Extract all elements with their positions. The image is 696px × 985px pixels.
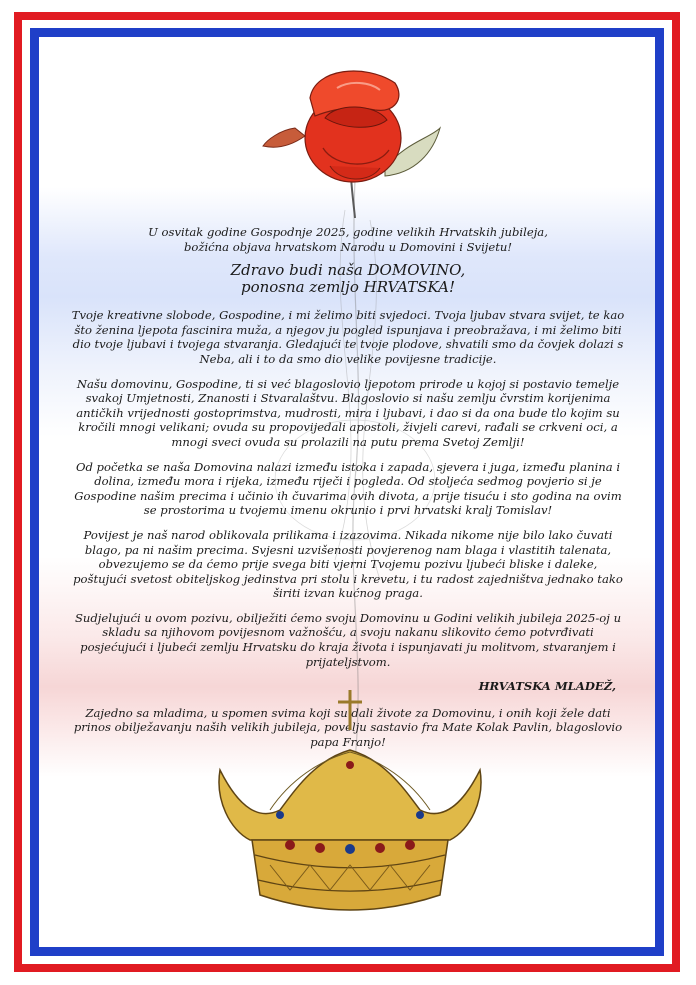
greeting-line-2: ponosna zemljo HRVATSKA!	[240, 278, 456, 297]
paragraph-5: Sudjelujući u ovom pozivu, obilježiti ćemo svoju Domovinu u Godini velikih jubileja 2025-oj u skladu sa njihovom povijesnom važnošću, a svoju nakanu slikovito ćemo potvrđivati posjećujući i ljubeći zemlju Hrvatsku do kraja života i ispunjavati ju molitvom, stvaranjem i prijateljstvom.	[74, 610, 622, 669]
greeting	[70, 262, 626, 296]
crown-icon	[200, 690, 500, 930]
intro-line-1: U osvitak godine Gospodnje 2025, godine velikih Hrvatskih jubileja,	[148, 225, 548, 239]
paragraph-1: Tvoje kreativne slobode, Gospodine, i mi želimo biti svjedoci. Tvoja ljubav stvara svijet, te kao što ženina ljepota fascinira muža, a njegov ju pogled ispunjava i preobražava, i mi želimo biti dio tvoje ljubavi i tvojega stvaranja. Gledajući te tvoje plodove, shvatili smo da čovjek dolazi s Neba, ali i to da smo dio velike povijesne tradicije.	[71, 308, 625, 366]
signature: HRVATSKA MLADEŽ,	[478, 679, 616, 694]
paragraph-2: Našu domovinu, Gospodine, ti si već blagoslovio ljepotom prirode u kojoj si postavio temelje svakoj Umjetnosti, Znanosti i Stvaralaštvu. Blagoslovio si našu zemlju čvrstim korijenima antičkih vrijednosti gostoprimstva, mudrosti, mira i ljubavi, i dao si da ona bude tlo kojim su kročili mnogi velikani; ovuda su propovijedali apostoli, živjeli carevi, rađali se crkveni oci, a mnogi sveci ovuda su prolazili na putu prema Svetoj Zemlji!	[76, 376, 620, 449]
intro	[70, 225, 626, 254]
rose-icon	[255, 58, 445, 218]
greeting-line-1: Zdravo budi naša DOMOVINO,	[230, 261, 466, 280]
paragraph-4: Povijest je naš narod oblikovala prilikama i izazovima. Nikada nikome nije bilo lako čuvati blago, pa ni našim precima. Svjesni uzvišenosti povjerenog nam blaga i vlastitih talenata, obvezujemo se da ćemo prije svega biti vjerni Tvojemu pozivu ljubeći bliske i daleke, poštujući svetost obiteljskog jedinstva pri stolu i krevetu, i tu radost zajedništva jednako tako širiti izvan kućnog praga.	[73, 527, 623, 601]
paragraph-3: Od početka se naša Domovina nalazi između istoka i zapada, sjevera i juga, između planina i dolina, između mora i rijeka, između riječi i pogleda. Od stoljeća sedmog povjerio si je Gospodine našim precima i učinio ih čuvarima ovih divota, a prije tisuću i sto godina na ovim se prostorima u tvojemu imenu okrunio i prvi hrvatski kralj Tomislav!	[74, 459, 622, 518]
intro-line-2: božićna objava hrvatskom Narodu u Domovini i Svijetu!	[183, 239, 513, 254]
closing-paragraph: Zajedno sa mladima, u spomen svima koji su dali živote za Domovinu, i onih koji žele dati prinos obilježavanju naših velikih jubileja, povelju sastavio fra Mate Kolak Pavlin, blagoslovio papa Franjo!	[73, 705, 623, 750]
proclamation-text	[70, 225, 626, 760]
